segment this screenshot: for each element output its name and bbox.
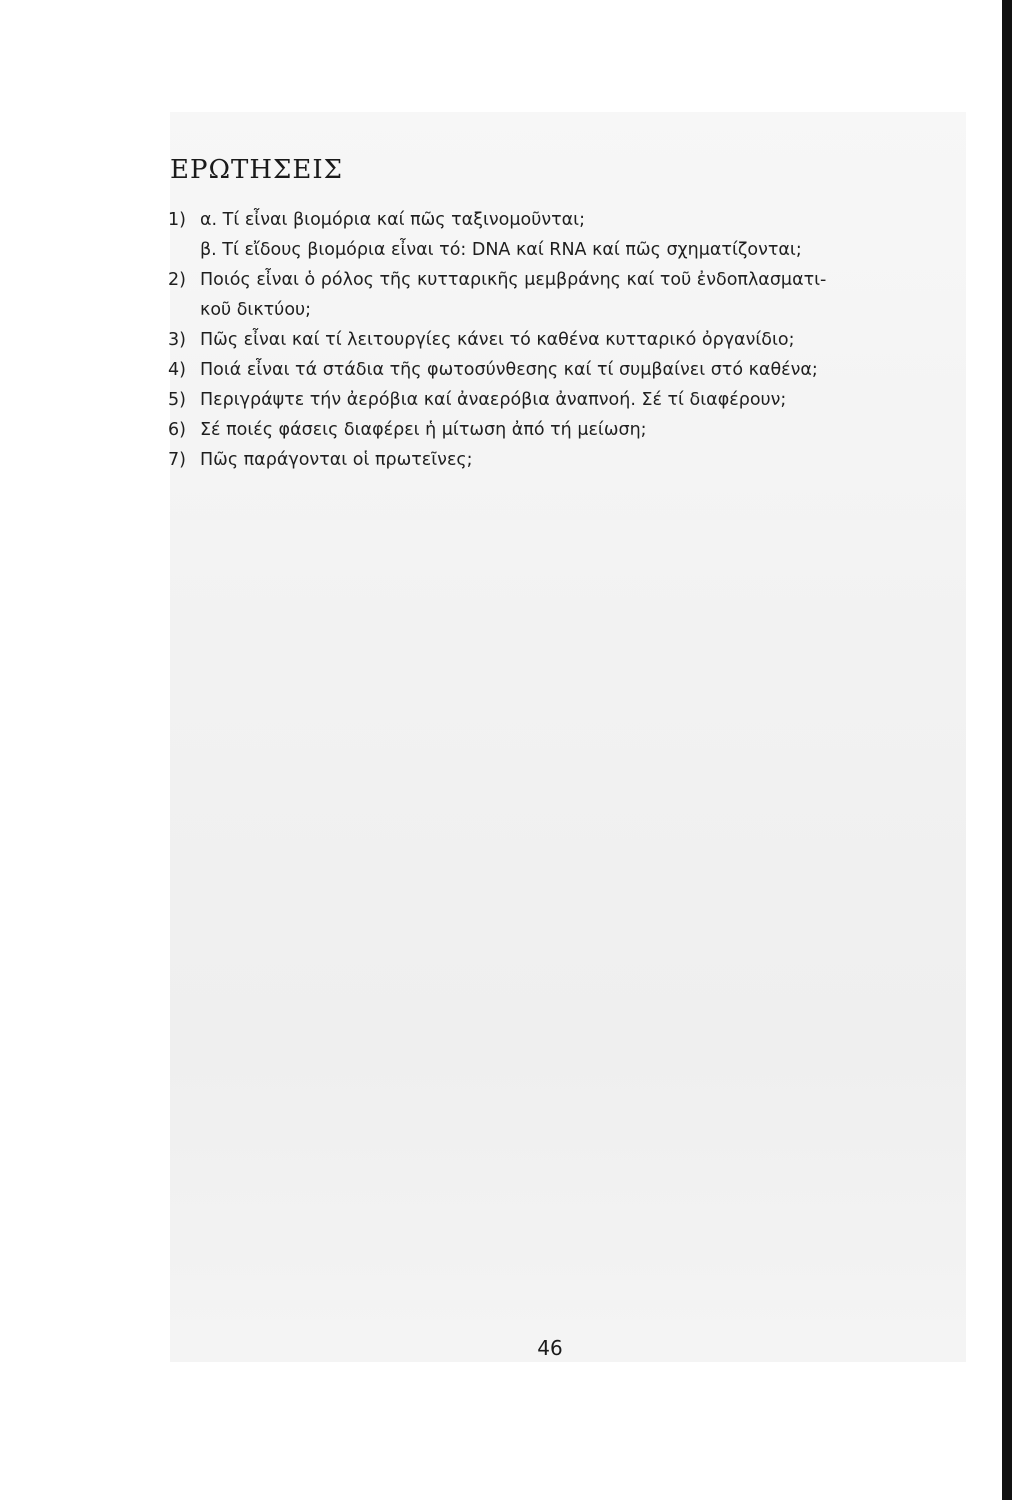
- question-number: 2): [168, 270, 186, 290]
- question-line: Πῶς εἶναι καί τί λειτουργίες κάνει τό καθένα κυτταρικό ὀργανίδιο;: [200, 330, 795, 350]
- question-line: Ποιά εἶναι τά στάδια τῆς φωτοσύνθεσης καί τί συμβαίνει στό καθένα;: [200, 360, 818, 380]
- question-3: [168, 325, 928, 355]
- page-number: 46: [537, 1336, 563, 1360]
- question-number: 4): [168, 360, 186, 380]
- scan-edge: [1002, 0, 1012, 1500]
- question-line: Πῶς παράγονται οἱ πρωτεῖνες;: [200, 450, 473, 470]
- question-line: α. Τί εἶναι βιομόρια καί πῶς ταξινομοῦνται;: [200, 210, 585, 230]
- question-text: [200, 415, 928, 445]
- question-line: Σέ ποιές φάσεις διαφέρει ἡ μίτωση ἀπό τή μείωση;: [200, 420, 647, 440]
- question-text: [200, 325, 928, 355]
- question-number: 5): [168, 390, 186, 410]
- question-line: κοῦ δικτύου;: [200, 300, 312, 320]
- question-text: [200, 265, 928, 325]
- question-number: 1): [168, 210, 186, 230]
- question-2: [168, 265, 928, 325]
- question-line: β. Τί εἴδους βιομόρια εἶναι τό: DNA καί RNA καί πῶς σχηματίζονται;: [200, 240, 802, 260]
- question-number: 6): [168, 420, 186, 440]
- question-line: Περιγράψτε τήν ἀερόβια καί ἀναερόβια ἀναπνοή. Σέ τί διαφέρουν;: [200, 390, 787, 410]
- question-6: [168, 415, 928, 445]
- question-number: 7): [168, 450, 186, 470]
- question-1: [168, 205, 928, 265]
- question-line: Ποιός εἶναι ὁ ρόλος τῆς κυτταρικῆς μεμβράνης καί τοῦ ἐνδοπλασματι-: [200, 270, 827, 290]
- question-text: [200, 355, 928, 385]
- question-text: [200, 385, 928, 415]
- question-5: [168, 385, 928, 415]
- question-number: 3): [168, 330, 186, 350]
- page-title: ΕΡΩΤΗΣΕΙΣ: [170, 155, 344, 185]
- question-7: [168, 445, 928, 475]
- question-text: [200, 445, 928, 475]
- question-text: [200, 205, 928, 265]
- question-4: [168, 355, 928, 385]
- question-list: [168, 205, 928, 475]
